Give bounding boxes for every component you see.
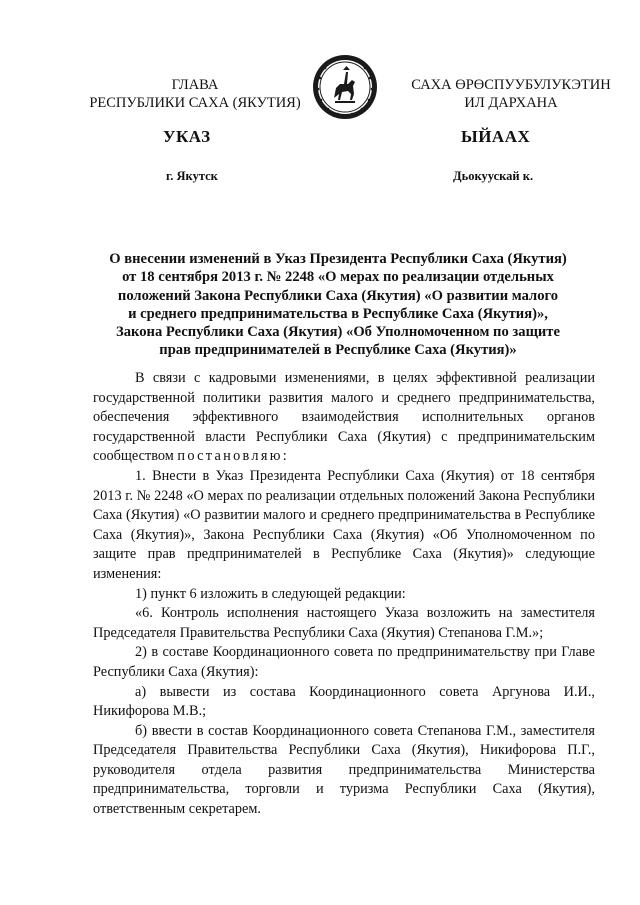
doc-type-ru: УКАЗ — [163, 127, 211, 146]
title-line: О внесении изменений в Указ Президента Республики Саха (Якутия) — [109, 251, 567, 267]
paragraph-1: 1. Внести в Указ Президента Республики Саха (Якутия) от 18 сентября 2013 г. № 2248 «О мерах по реализации отдельных положений Закона Республики Саха (Якутия) «О развитии малого и среднего предпринимательства в Республике Саха (Якутия)», Закона Республики Саха (Якутия) «Об Уполномоченном по защите прав предпринимателей в Республике Саха (Якутия)» следующие изменения: — [93, 467, 595, 582]
coat-of-arms-emblem-icon — [312, 54, 378, 120]
preamble-text: В связи с кадровыми изменениями, в целях эффективной реализации государственной политики развития малого и среднего предпринимательства, обеспечения эффективного взаимодействия исполнительных органов государственной власти Республики Саха (Якутия) с предпринимательским сообществом — [93, 370, 595, 465]
header-right-line2: ИЛ ДАРХАНА — [464, 95, 558, 111]
title-line: прав предпринимателей в Республике Саха (Якутия)» — [159, 342, 517, 359]
subparagraph-1-2-a: а) вывести из состава Координационного совета Аргунова И.И., Никифорова М.В.; — [93, 683, 595, 720]
decree-word: постановляю — [177, 448, 283, 465]
subparagraph-1-2: 2) в составе Координационного совета по предпринимательству при Главе Республики Саха (Якутия): — [93, 644, 595, 680]
header-left-line2: РЕСПУБЛИКИ САХА (ЯКУТИЯ) — [89, 95, 301, 111]
place-sakha: Дьокуускай к. — [453, 169, 534, 183]
header-right-line1: САХА ӨРӨСПУУБУЛУКЭТИН — [411, 77, 611, 93]
subparagraph-1-1-quote: «6. Контроль исполнения настоящего Указа возложить на заместителя Председателя Правительства Республики Саха (Якутия) Степанова Г.М.»; — [93, 605, 595, 641]
title-line: от 18 сентября 2013 г. № 2248 «О мерах по реализации отдельных — [122, 269, 554, 286]
header-left — [80, 76, 310, 112]
doc-type-sakha: ЫЙААХ — [461, 127, 531, 146]
place-ru: г. Якутск — [166, 169, 218, 183]
decree-title — [78, 250, 598, 360]
title-line: и среднего предпринимательства в Республике Саха (Якутия)», — [128, 305, 548, 322]
title-line: положений Закона Республики Саха (Якутия) «О развитии малого — [117, 287, 559, 304]
header-left-line1: ГЛАВА — [171, 77, 219, 93]
decree-body — [93, 369, 595, 820]
title-line: Закона Республики Саха (Якутия) «Об Уполномоченном по защите — [116, 324, 560, 341]
preamble-paragraph: В связи с кадровыми изменениями, в целях эффективной реализации государственной политики развития малого и среднего предпринимательства, обеспечения эффективного взаимодействия исполнительных органов государственной власти Республики Саха (Якутия) с предпринимательским сообществом постановляю: — [93, 370, 595, 465]
subparagraph-1-1: 1) пункт 6 изложить в следующей редакции: — [135, 585, 406, 602]
header-right — [386, 76, 636, 112]
subparagraph-1-2-b: б) ввести в состав Координационного совета Степанова Г.М., заместителя Председателя Правительства Республики Саха (Якутия), Никифорова П.Г., руководителя отдела развития предпринимательства Министерства предпринимательства, торговли и туризма Республики Саха (Якутия), ответственным секретарем. — [93, 722, 595, 818]
